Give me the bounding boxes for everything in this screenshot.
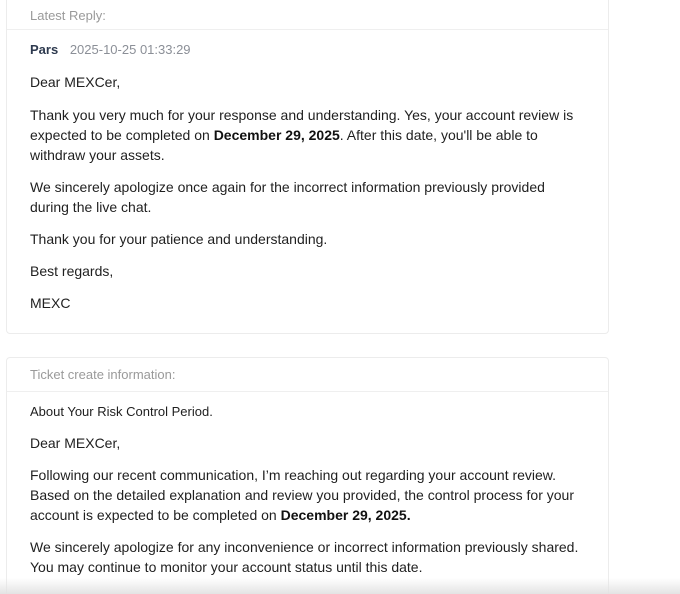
ticket-info-label: Ticket create information: [30,367,176,382]
ticket-info-header [7,358,608,392]
latest-reply-label: Latest Reply: [30,7,106,23]
ticket-paragraph-2: We sincerely apologize for any inconvenience or incorrect information previously shared. You may continue to monitor your account status until this date. [30,539,579,575]
reply-paragraph-1 [30,105,585,165]
ticket-completion-date: December 29, 2025. [280,507,411,523]
reply-paragraph-1-tail: . After this date, you'll be able to withdraw your assets. [30,127,538,163]
ticket-paragraph-1-text: Following our recent communication, I’m reaching out regarding your account review. Based on the detailed explanation and review you provided, the control process for your account is expected to be completed on [30,467,575,523]
ticket-greeting: Dear MEXCer, [30,435,121,451]
reply-timestamp: 2025-10-25 01:33:29 [69,42,191,57]
reply-author: Pars [30,42,59,57]
reply-greeting: Dear MEXCer, [30,74,121,90]
ticket-info-body [7,402,608,577]
ticket-subject: About Your Risk Control Period. [30,404,213,419]
latest-reply-card [6,0,609,334]
reply-paragraph-3: Thank you for your patience and understanding. [30,231,328,247]
reply-signature: MEXC [30,295,71,311]
ticket-info-card [6,357,609,594]
reply-closing: Best regards, [30,263,114,279]
ticket-paragraph-1 [30,465,585,525]
reply-meta [30,42,585,58]
latest-reply-body [7,42,608,313]
reply-completion-date: December 29, 2025 [213,127,340,143]
reply-paragraph-2: We sincerely apologize once again for the incorrect information previously provided during the live chat. [30,179,545,215]
latest-reply-header [7,0,608,30]
reply-paragraph-1-text: Thank you very much for your response and understanding. Yes, your account review is expected to be completed on [30,107,574,143]
